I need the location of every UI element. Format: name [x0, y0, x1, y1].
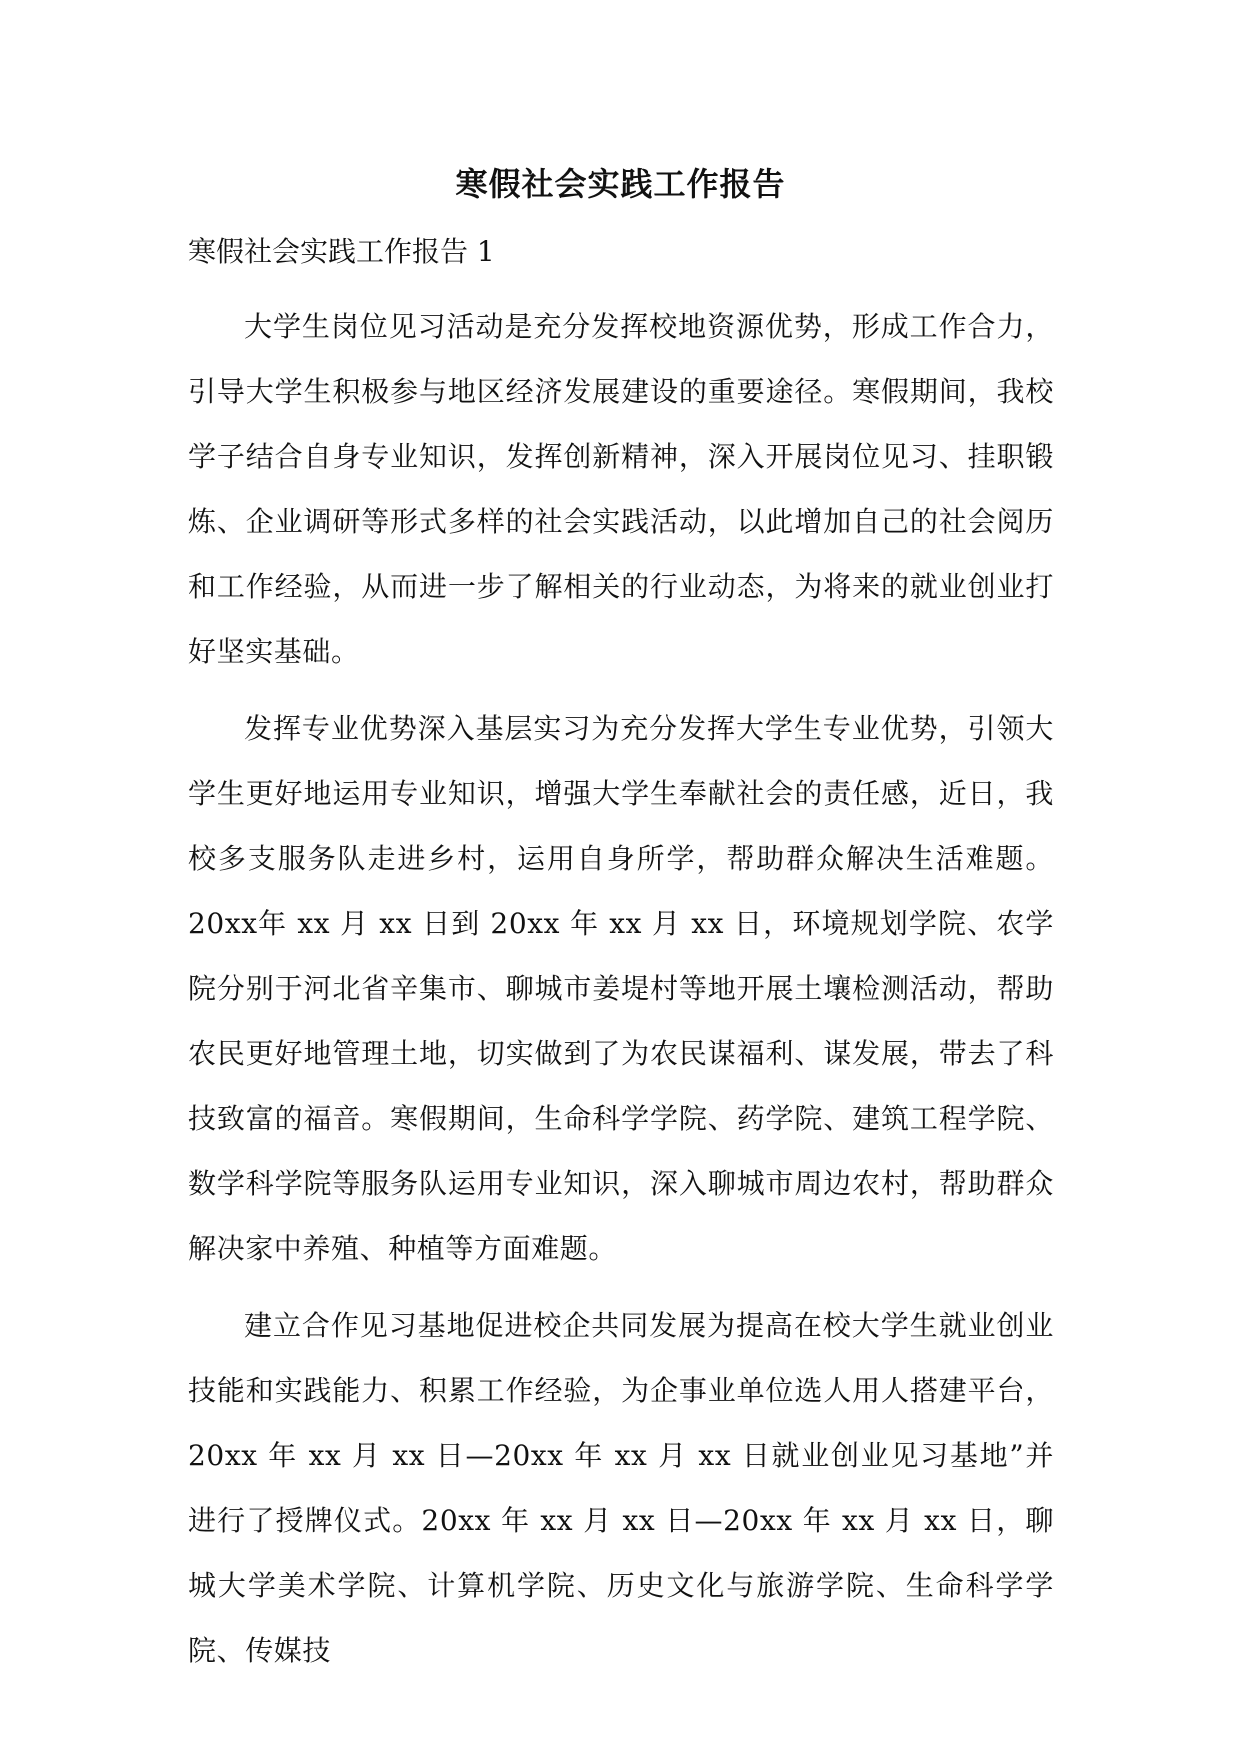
document-subtitle: 寒假社会实践工作报告 1 — [188, 235, 495, 268]
paragraph-1: 大学生岗位见习活动是充分发挥校地资源优势，形成工作合力，引导大学生积极参与地区经济发展建设的重要途径。寒假期间，我校学子结合自身专业知识，发挥创新精神，深入开展岗位见习、挂职锻炼、企业调研等形式多样的社会实践活动，以此增加自己的社会阅历和工作经验，从而进一步了解相关的行业动态，为将来的就业创业打好坚实基础。 — [188, 310, 1054, 668]
paragraph-2: 发挥专业优势深入基层实习为充分发挥大学生专业优势，引领大学生更好地运用专业知识，增强大学生奉献社会的责任感，近日，我校多支服务队走进乡村，运用自身所学，帮助群众解决生活难题。20xx年 xx 月 xx 日到 20xx 年 xx 月 xx 日，环境规划学院、农学院分别于河北省辛集市、聊城市姜堤村等地开展土壤检测活动，帮助农民更好地管理土地，切实做到了为农民谋福利、谋发展，带去了科技致富的福音。寒假期间，生命科学学院、药学院、建筑工程学院、数学科学院等服务队运用专业知识，深入聊城市周边农村，帮助群众解决家中养殖、种植等方面难题。 — [188, 712, 1054, 1265]
document-title: 寒假社会实践工作报告 — [455, 165, 786, 203]
document-body — [188, 294, 1054, 1695]
paragraph-3: 建立合作见习基地促进校企共同发展为提高在校大学生就业创业技能和实践能力、积累工作经验，为企事业单位选人用人搭建平台，20xx 年 xx 月 xx 日—20xx 年 xx 月 xx 日就业创业见习基地”并进行了授牌仪式。20xx 年 xx 月 xx 日—20xx 年 xx 月 xx 日，聊城大学美术学院、计算机学院、历史文化与旅游学院、生命科学学院、传媒技 — [188, 1309, 1054, 1667]
